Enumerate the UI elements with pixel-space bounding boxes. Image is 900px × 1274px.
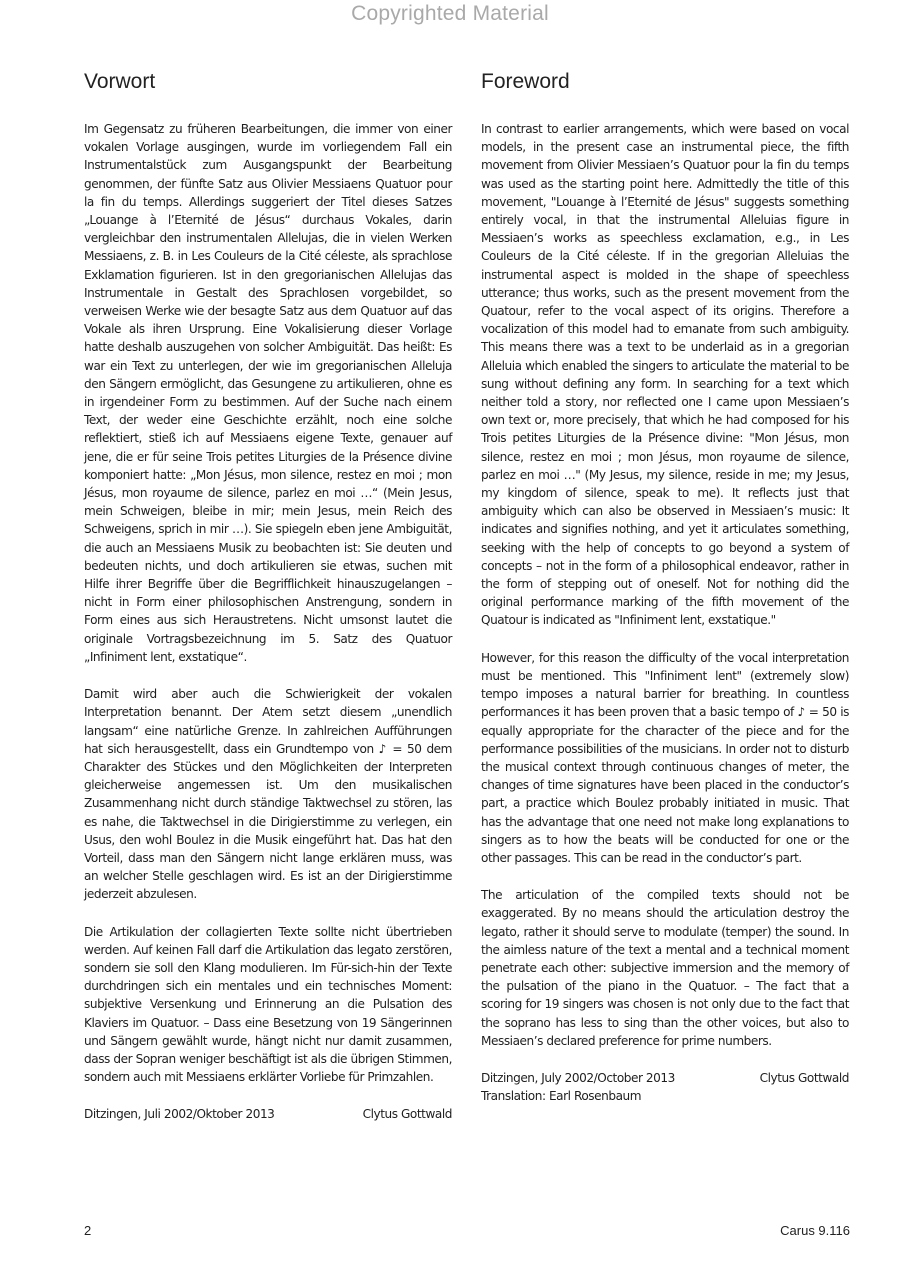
english-paragraph-2: However, for this reason the difficulty of the vocal interpretation must be mentioned. This "Infiniment lent" (extremely slow) tempo imposes a natural barrier for breathing. In countless performances it has been proven that a basic tempo of ♪ = 50 is equally appropriate for the character of the piece and for the performance possibilities of the musicians. In order not to disturb the musical context through continuous changes of meter, the changes of time signatures have been placed in the conductor’s part, a practice which Boulez probably initiated in music. That has the advantage that one need not make long explanations to singers as to how the beats will be conducted for one or the other passages. This can be read in the conductor’s part. (481, 650, 849, 865)
german-place-date: Ditzingen, Juli 2002/Oktober 2013 (84, 1107, 275, 1122)
translator-credit: Translation: Earl Rosenbaum (481, 1089, 642, 1104)
page-number: 2 (84, 1223, 92, 1238)
german-paragraph-2: Damit wird aber auch die Schwierigkeit der vokalen Interpretation benannt. Der Atem setzt diesem „unendlich langsam“ eine natürliche Grenze. In zahlreichen Aufführungen hat sich herausgestellt, dass ein Grundtempo von ♪ = 50 dem Charakter des Stückes und den Möglichkeiten der Interpreten gleicherweise angemessen ist. Um den musikalischen Zusammenhang nicht durch ständige Taktwechsel zu stören, las es nahe, die Taktwechsel in die Dirigierstimme zu verlegen, ein Usus, den wohl Boulez in die Musik eingeführt hat. Das hat den Vorteil, dass man den Sängern nicht lange erklären muss, was an welcher Stelle geschlagen wird. Es ist an der Dirigierstimme jederzeit abzulesen. (84, 687, 452, 902)
copyright-watermark: Copyrighted Material (351, 2, 549, 25)
english-paragraph-3: The articulation of the compiled texts should not be exaggerated. By no means should the articulation destroy the legato, rather it should serve to modulate (temper) the sound. In the aimless nature of the text a mental and a technical moment penetrate each other: subjective immersion and the memory of the pulsation of the piano in the Quatuor. – The fact that a scoring for 19 singers was chosen is not only due to the fact that the soprano has less to sing than the other voices, but also to Messiaen’s declared preference for prime numbers. (481, 888, 849, 1048)
german-column (84, 70, 452, 1124)
english-signature (481, 1069, 849, 1087)
english-column (481, 70, 849, 1105)
german-paragraph-1: Im Gegensatz zu früheren Bearbeitungen, die immer von einer vokalen Vorlage ausgingen, wurde im vorliegendem Fall ein Instrumentalstück zum Ausgangspunkt der Bearbeitung genommen, der fünfte Satz aus Olivier Messiaens Quatuor pour la fin du temps. Allerdings suggeriert der Titel dieses Satzes „Louange à l’Eternité de Jésus“ durchaus Vokales, darin vergleichbar den instrumentalen Allelujas, die in vielen Werken Messiaens, z. B. in Les Couleurs de la Cité céleste, als sprachlose Exklamation figurieren. Ist in den gregorianischen Allelujas das Instrumentale in Gestalt des Sprachlosen vorgebildet, so verweisen Werke wie der besagte Satz aus dem Quatuor auf das Vokale als ihren Ursprung. Eine Vokalisierung dieser Vorlage hatte deshalb auszugehen von solcher Ambiguität. Das heißt: Es war ein Text zu unterlegen, der wie im gregorianischen Alleluja den Sängern ermöglicht, das Gesungene zu artikulieren, ohne es in irgendeiner Form zu bestimmen. Auf der Suche nach einem Text, der weder eine Geschichte erzählt, noch eine solche reflektiert, stieß ich auf Messiaens eigene Texte, genauer auf jene, die er für seine Trois petites Liturgies de la Présence divine komponiert hatte: „Mon Jésus, mon silence, restez en moi ; mon Jésus, mon royaume de silence, parlez en moi …“ (Mein Jesus, mein Schweigen, bleibe in mir; mein Jesus, mein Reich des Schweigens, sprich in mir …). Sie spiegeln eben jene Ambiguität, die auch an Messiaens Musik zu beobachten ist: Sie deuten und bedeuten nichts, und doch artikulieren sie etwas, suchen mit Hilfe ihrer Begriffe über die Begrifflichkeit hinauszugelangen – nicht in Form einer philosophischen Anstrengung, sondern in Form eines aus sich Heraustretens. Nicht umsonst lautet die originale Vortragsbezeichnung im 5. Satz des Quatuor „Infiniment lent, exstatique“. (84, 122, 452, 664)
german-signature (84, 1105, 452, 1123)
english-paragraph-1: In contrast to earlier arrangements, which were based on vocal models, in the present case an instrumental piece, the fifth movement from Olivier Messiaen’s Quatuor pour la fin du temps was used as the starting point here. Admittedly the title of this movement, "Louange à l’Eternité de Jésus" suggests something entirely vocal, in that the instrumental Alleluias figure in Messiaen’s works as speechless exclamation, e.g., in Les Couleurs de la Cité céleste. If in the gregorian Alleluias the instrumental aspect is molded in the shape of speechless utterance; thus works, such as the present movement from the Quatour, refer to the vocal aspect of its origins. Therefore a vocalization of this model had to emanate from such ambiguity. This means there was a text to be underlaid as in a gregorian Alleluia which enabled the singers to articulate the material to be sung without defining any form. In searching for a text which neither told a story, nor reflected one I came upon Messiaen’s own text or, more precisely, that which he had composed for his Trois petites Liturgies de la Présence divine: "Mon Jésus, mon silence, restez en moi ; mon Jésus, mon royaume de silence, parlez en moi …" (My Jesus, my silence, reside in me; my Jesus, my kingdom of silence, speak to me). It reflects just that ambiguity which can also be observed in Messiaen’s music: It indicates and signifies nothing, and yet it articulates something, seeking with the help of concepts to go beyond a system of concepts – not in the form of a philosophical endeavor, rather in the form of stepping out of oneself. Not for nothing did the original performance marking of the fifth movement of the Quatour is indicated as "Infiniment lent, exstatique." (481, 122, 849, 628)
german-author: Clytus Gottwald (362, 1107, 452, 1122)
german-paragraph-3: Die Artikulation der collagierten Texte sollte nicht übertrieben werden. Auf keinen Fall darf die Artikulation das legato zerstören, sondern sie soll den Klang modulieren. Im Für-sich-hin der Texte durchdringen sich ein mentales und ein technisches Moment: subjektive Versenkung und Erinnerung an die Pulsation des Klaviers im Quatuor. – Dass eine Besetzung von 19 Sängerinnen und Sängern gewählt wurde, hängt nicht nur damit zusammen, dass der Sopran weniger beschäftigt ist als die übrigen Stimmen, sondern auch mit Messiaens erklärter Vorliebe für Primzahlen. (84, 924, 452, 1085)
english-author: Clytus Gottwald (759, 1070, 849, 1085)
english-heading: Foreword (481, 70, 570, 93)
german-heading: Vorwort (84, 70, 156, 93)
catalog-number: Carus 9.116 (780, 1223, 850, 1238)
english-place-date: Ditzingen, July 2002/October 2013 (481, 1070, 675, 1085)
